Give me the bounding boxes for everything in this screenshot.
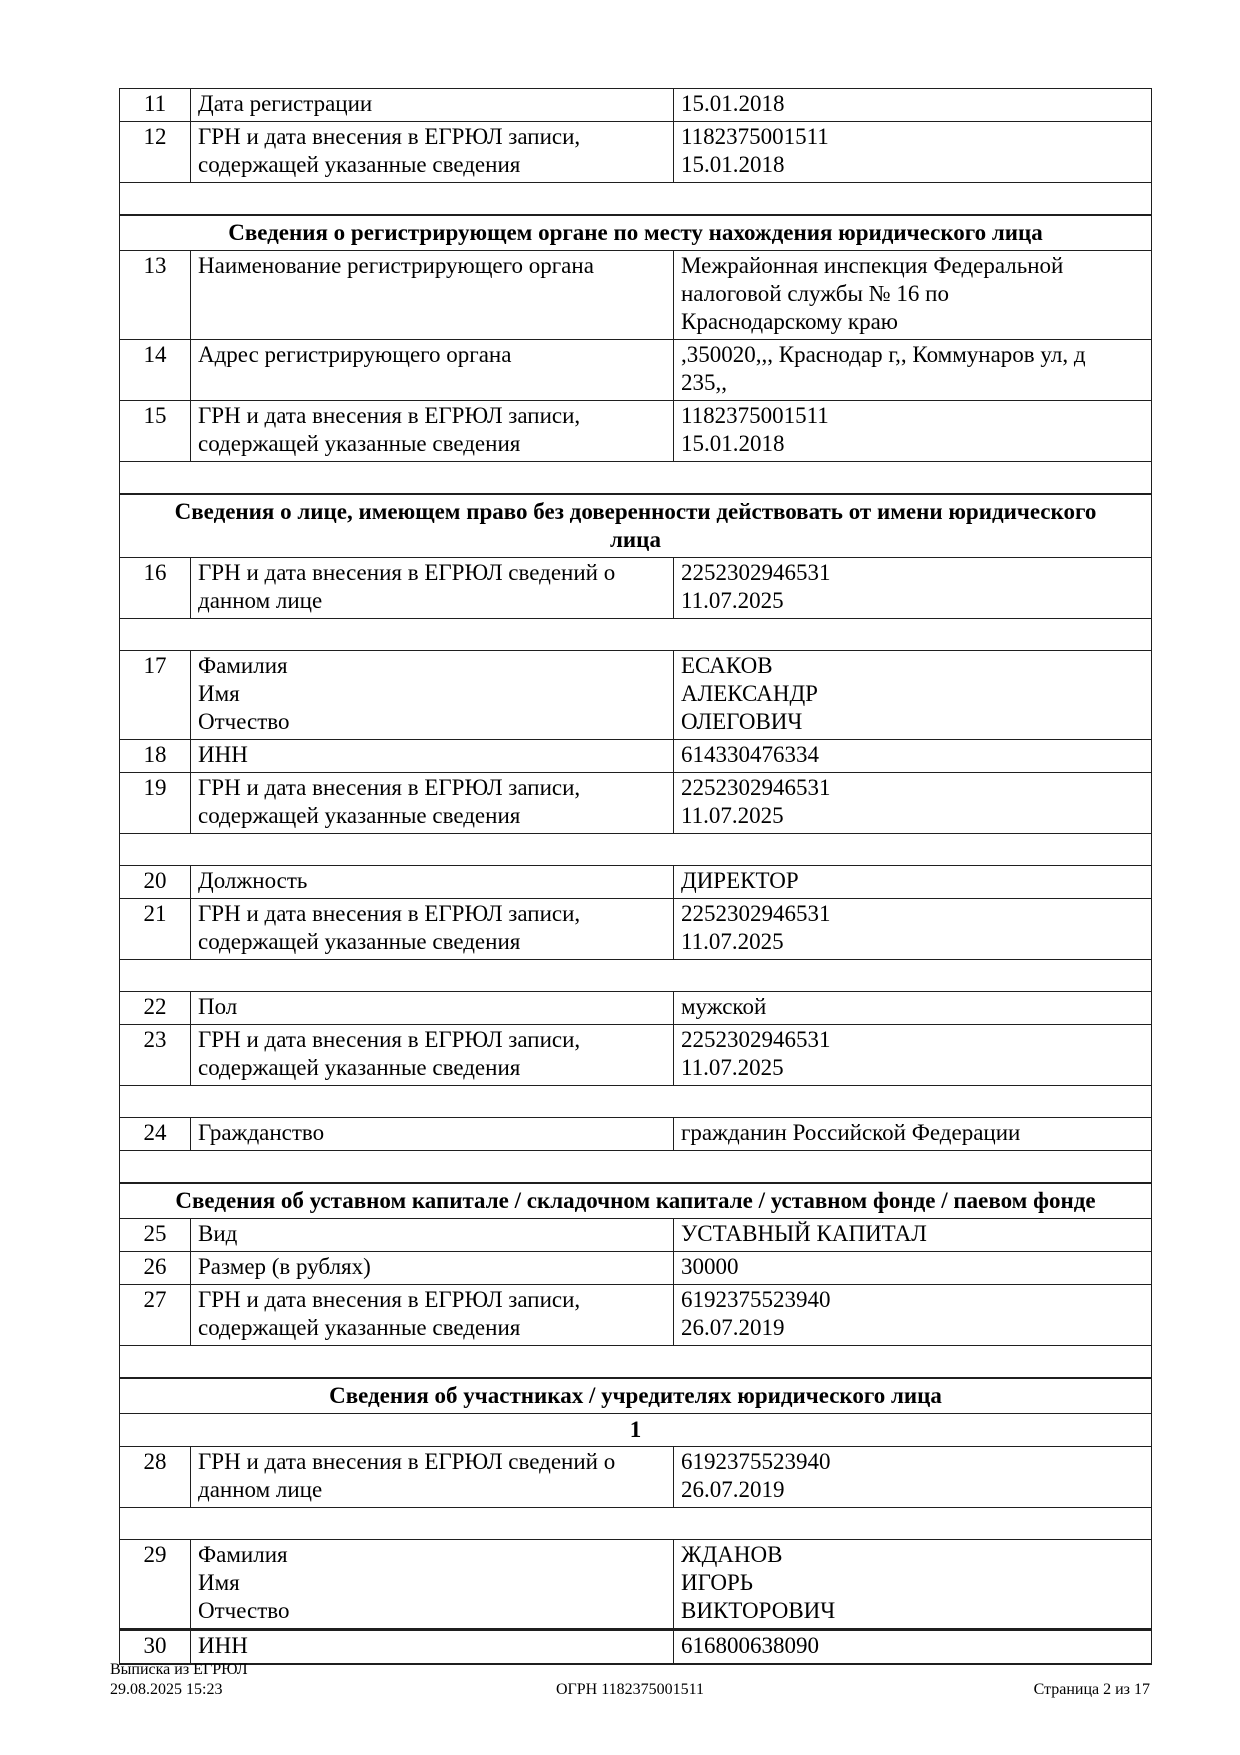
label-line: содержащей указанные сведения — [198, 1315, 521, 1340]
table-row — [120, 1251, 1151, 1284]
label-line: Гражданство — [198, 1120, 325, 1145]
row-number: 17 — [120, 651, 191, 739]
row-number: 30 — [120, 1631, 191, 1663]
row-number: 24 — [120, 1118, 191, 1150]
row-number: 11 — [120, 89, 191, 121]
row-label — [191, 1118, 674, 1150]
row-label — [191, 89, 674, 121]
row-label — [191, 558, 674, 618]
table-row — [120, 739, 1151, 772]
table-row — [120, 991, 1151, 1024]
section-title-line: Сведения об участниках / учредителях юридического лица — [329, 1383, 942, 1408]
row-value — [674, 401, 1151, 461]
section-title-line: лица — [610, 527, 661, 552]
row-label — [191, 1540, 674, 1628]
table-row — [120, 557, 1151, 618]
label-line: ГРН и дата внесения в ЕГРЮЛ сведений о — [198, 1449, 616, 1474]
table-row — [120, 772, 1151, 833]
row-number: 27 — [120, 1285, 191, 1345]
row-label — [191, 340, 674, 400]
spacer-row — [120, 618, 1151, 650]
row-label — [191, 1025, 674, 1085]
label-line: Фамилия — [198, 653, 288, 678]
table-row — [120, 1539, 1151, 1628]
row-value — [674, 740, 1151, 772]
value-line: ЖДАНОВ — [681, 1542, 783, 1567]
row-value — [674, 122, 1151, 182]
value-line: 26.07.2019 — [681, 1477, 785, 1502]
label-line: содержащей указанные сведения — [198, 803, 521, 828]
row-value — [674, 340, 1151, 400]
row-number: 28 — [120, 1447, 191, 1507]
spacer-row — [120, 461, 1151, 493]
label-line: Адрес регистрирующего органа — [198, 342, 512, 367]
value-line: 15.01.2018 — [681, 431, 785, 456]
row-value — [674, 899, 1151, 959]
label-line: ГРН и дата внесения в ЕГРЮЛ записи, — [198, 775, 581, 800]
row-value — [674, 1118, 1151, 1150]
label-line: содержащей указанные сведения — [198, 152, 521, 177]
participant-index: 1 — [120, 1413, 1151, 1446]
section-header — [120, 493, 1151, 557]
row-value — [674, 866, 1151, 898]
section-header — [120, 1182, 1151, 1218]
label-line: Должность — [198, 868, 308, 893]
value-line: 2252302946531 — [681, 775, 831, 800]
label-line: ГРН и дата внесения в ЕГРЮЛ сведений о — [198, 560, 616, 585]
label-line: содержащей указанные сведения — [198, 431, 521, 456]
row-label — [191, 651, 674, 739]
row-number: 29 — [120, 1540, 191, 1628]
table-row — [120, 1628, 1151, 1663]
value-line: 6192375523940 — [681, 1287, 831, 1312]
value-line: 15.01.2018 — [681, 152, 785, 177]
value-line: Краснодарскому краю — [681, 309, 898, 334]
label-line: Отчество — [198, 1598, 290, 1623]
table-row — [120, 1284, 1151, 1345]
row-value — [674, 1219, 1151, 1251]
row-label — [191, 992, 674, 1024]
value-line: УСТАВНЫЙ КАПИТАЛ — [681, 1221, 927, 1246]
row-number: 14 — [120, 340, 191, 400]
row-label — [191, 1285, 674, 1345]
row-number: 19 — [120, 773, 191, 833]
value-line: 2252302946531 — [681, 1027, 831, 1052]
row-value — [674, 251, 1151, 339]
spacer-row — [120, 833, 1151, 865]
section-header — [120, 1377, 1151, 1413]
row-label — [191, 1447, 674, 1507]
label-line: содержащей указанные сведения — [198, 1055, 521, 1080]
value-line: ,350020,,, Краснодар г,, Коммунаров ул, д — [681, 342, 1086, 367]
label-line: Имя — [198, 681, 240, 706]
label-line: Дата регистрации — [198, 91, 373, 116]
value-line: 11.07.2025 — [681, 1055, 784, 1080]
label-line: Фамилия — [198, 1542, 288, 1567]
table-row — [120, 1024, 1151, 1085]
value-line: 11.07.2025 — [681, 803, 784, 828]
row-value — [674, 1025, 1151, 1085]
row-value — [674, 89, 1151, 121]
value-line: гражданин Российской Федерации — [681, 1120, 1021, 1145]
label-line: Наименование регистрирующего органа — [198, 253, 594, 278]
spacer-row — [120, 182, 1151, 214]
table-row — [120, 865, 1151, 898]
value-line: ЕСАКОВ — [681, 653, 773, 678]
row-label — [191, 1252, 674, 1284]
spacer-row — [120, 1085, 1151, 1117]
footer-datetime: 29.08.2025 15:23 — [110, 1681, 223, 1698]
row-number: 22 — [120, 992, 191, 1024]
row-value — [674, 992, 1151, 1024]
value-line: 6192375523940 — [681, 1449, 831, 1474]
section-header — [120, 214, 1151, 250]
value-line: 235,, — [681, 370, 727, 395]
table-row — [120, 339, 1151, 400]
row-value — [674, 1631, 1151, 1663]
row-number: 26 — [120, 1252, 191, 1284]
value-line: 11.07.2025 — [681, 588, 784, 613]
table-row — [120, 89, 1151, 121]
row-number: 18 — [120, 740, 191, 772]
value-line: 2252302946531 — [681, 560, 831, 585]
table-row — [120, 121, 1151, 182]
label-line: ГРН и дата внесения в ЕГРЮЛ записи, — [198, 124, 581, 149]
table-row — [120, 400, 1151, 461]
label-line: Вид — [198, 1221, 238, 1246]
section-title-line: Сведения о лице, имеющем право без доверенности действовать от имени юридического — [174, 499, 1097, 524]
row-value — [674, 1285, 1151, 1345]
value-line: ДИРЕКТОР — [681, 868, 799, 893]
row-number: 25 — [120, 1219, 191, 1251]
row-label — [191, 899, 674, 959]
label-line: ГРН и дата внесения в ЕГРЮЛ записи, — [198, 901, 581, 926]
row-label — [191, 122, 674, 182]
value-line: 1182375001511 — [681, 403, 829, 428]
row-value — [674, 1540, 1151, 1628]
row-number: 16 — [120, 558, 191, 618]
value-line: 2252302946531 — [681, 901, 831, 926]
row-value — [674, 558, 1151, 618]
section-title-line: Сведения о регистрирующем органе по месту нахождения юридического лица — [228, 220, 1043, 245]
spacer-row — [120, 1150, 1151, 1182]
table-row — [120, 898, 1151, 959]
label-line: ГРН и дата внесения в ЕГРЮЛ записи, — [198, 1287, 581, 1312]
row-label — [191, 773, 674, 833]
value-line: АЛЕКСАНДР — [681, 681, 818, 706]
section-title-line: Сведения об уставном капитале / складочном капитале / уставном фонде / паевом фонде — [175, 1188, 1096, 1213]
label-line: Имя — [198, 1570, 240, 1595]
row-value — [674, 1447, 1151, 1507]
value-line: Межрайонная инспекция Федеральной — [681, 253, 1064, 278]
label-line: Пол — [198, 994, 238, 1019]
row-label — [191, 1631, 674, 1663]
row-label — [191, 866, 674, 898]
egrul-table — [119, 88, 1152, 1665]
value-line: мужской — [681, 994, 767, 1019]
row-value — [674, 773, 1151, 833]
label-line: ИНН — [198, 1633, 248, 1658]
table-row — [120, 1218, 1151, 1251]
row-number: 20 — [120, 866, 191, 898]
row-label — [191, 251, 674, 339]
label-line: ГРН и дата внесения в ЕГРЮЛ записи, — [198, 1027, 581, 1052]
footer-ogrn: ОГРН 1182375001511 — [555, 1681, 705, 1698]
value-line: ОЛЕГОВИЧ — [681, 709, 803, 734]
row-number: 21 — [120, 899, 191, 959]
row-label — [191, 1219, 674, 1251]
value-line: 614330476334 — [681, 742, 819, 767]
footer-doc-type: Выписка из ЕГРЮЛ — [110, 1661, 248, 1678]
value-line: ИГОРЬ — [681, 1570, 753, 1595]
table-row — [120, 650, 1151, 739]
row-number: 12 — [120, 122, 191, 182]
label-line: Размер (в рублях) — [198, 1254, 371, 1279]
row-number: 13 — [120, 251, 191, 339]
value-line: 26.07.2019 — [681, 1315, 785, 1340]
label-line: ИНН — [198, 742, 248, 767]
footer-page-number: Страница 2 из 17 — [1033, 1681, 1150, 1698]
spacer-row — [120, 959, 1151, 991]
label-line: данном лице — [198, 1477, 323, 1502]
row-number: 15 — [120, 401, 191, 461]
row-value — [674, 1252, 1151, 1284]
row-label — [191, 401, 674, 461]
row-number: 23 — [120, 1025, 191, 1085]
value-line: налоговой службы № 16 по — [681, 281, 949, 306]
spacer-row — [120, 1507, 1151, 1539]
value-line: 30000 — [681, 1254, 739, 1279]
value-line: 15.01.2018 — [681, 91, 785, 116]
table-row — [120, 1117, 1151, 1150]
table-row — [120, 1446, 1151, 1507]
value-line: 1182375001511 — [681, 124, 829, 149]
value-line: 11.07.2025 — [681, 929, 784, 954]
label-line: данном лице — [198, 588, 323, 613]
spacer-row — [120, 1345, 1151, 1377]
label-line: Отчество — [198, 709, 290, 734]
row-label — [191, 740, 674, 772]
value-line: ВИКТОРОВИЧ — [681, 1598, 836, 1623]
table-row — [120, 250, 1151, 339]
row-value — [674, 651, 1151, 739]
label-line: ГРН и дата внесения в ЕГРЮЛ записи, — [198, 403, 581, 428]
label-line: содержащей указанные сведения — [198, 929, 521, 954]
value-line: 616800638090 — [681, 1633, 819, 1658]
